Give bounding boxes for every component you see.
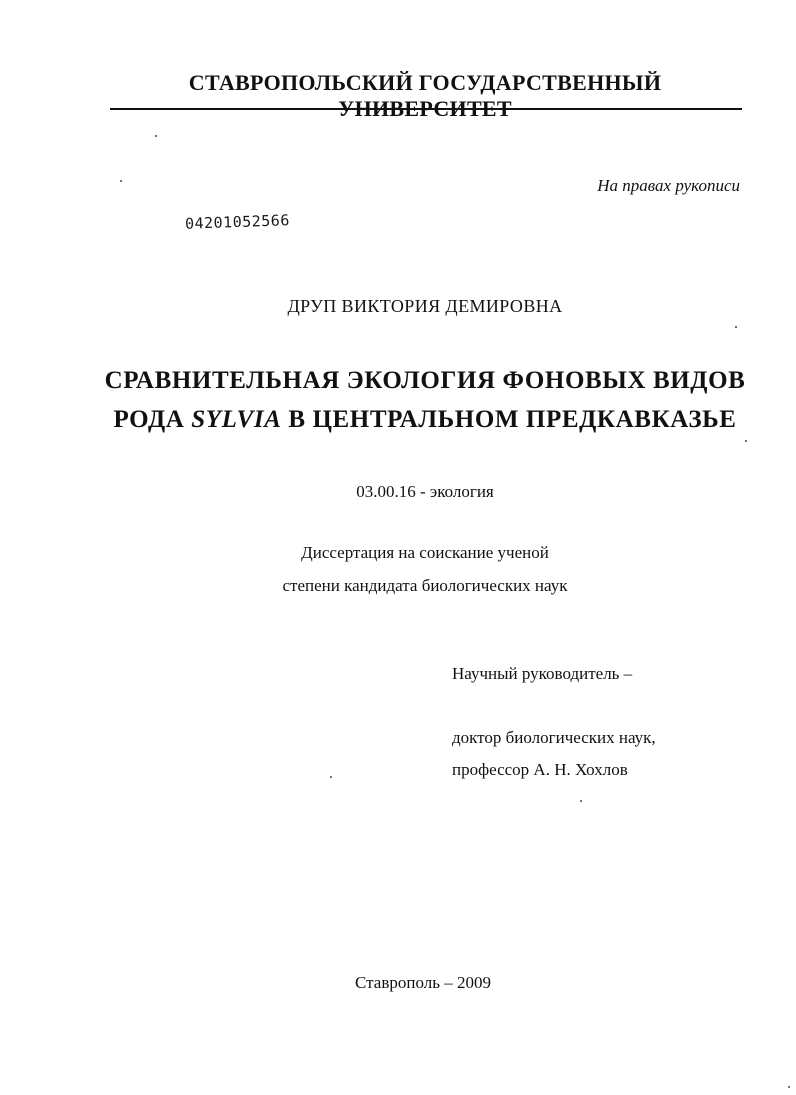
city-year: Ставрополь – 2009 [355, 973, 491, 992]
author-name: ДРУП ВИКТОРИЯ ДЕМИРОВНА [287, 296, 563, 316]
scan-speck [330, 776, 332, 778]
scan-speck [735, 326, 737, 328]
specialty-code: 03.00.16 - экология [356, 482, 494, 501]
title-line-2 [90, 406, 760, 434]
dissertation-line-2: степени кандидата биологических наук [282, 576, 568, 595]
dissertation-line-1: Диссертация на соискание ученой [301, 543, 549, 562]
catalog-code-stamp: 04201052566 [184, 211, 291, 233]
advisor-degree: доктор биологических наук, [452, 728, 656, 747]
title-suffix: В ЦЕНТРАЛЬНОМ ПРЕДКАВКАЗЬЕ [288, 406, 737, 433]
scan-speck [580, 800, 582, 802]
advisor-label: Научный руководитель – [452, 664, 633, 683]
scan-speck [120, 180, 122, 182]
scan-speck [788, 1086, 790, 1088]
title-prefix: РОДА [113, 406, 185, 433]
scan-speck [745, 440, 747, 442]
university-name: СТАВРОПОЛЬСКИЙ ГОСУДАРСТВЕННЫЙ УНИВЕРСИТЕТ [188, 70, 662, 121]
advisor-name: профессор А. Н. Хохлов [452, 760, 628, 779]
title-genus: SYLVIA [191, 406, 282, 433]
header-rule [110, 108, 742, 110]
scan-speck [155, 135, 157, 137]
title-line-1: СРАВНИТЕЛЬНАЯ ЭКОЛОГИЯ ФОНОВЫХ ВИДОВ [104, 367, 746, 394]
manuscript-rights-note: На правах рукописи [597, 176, 740, 195]
